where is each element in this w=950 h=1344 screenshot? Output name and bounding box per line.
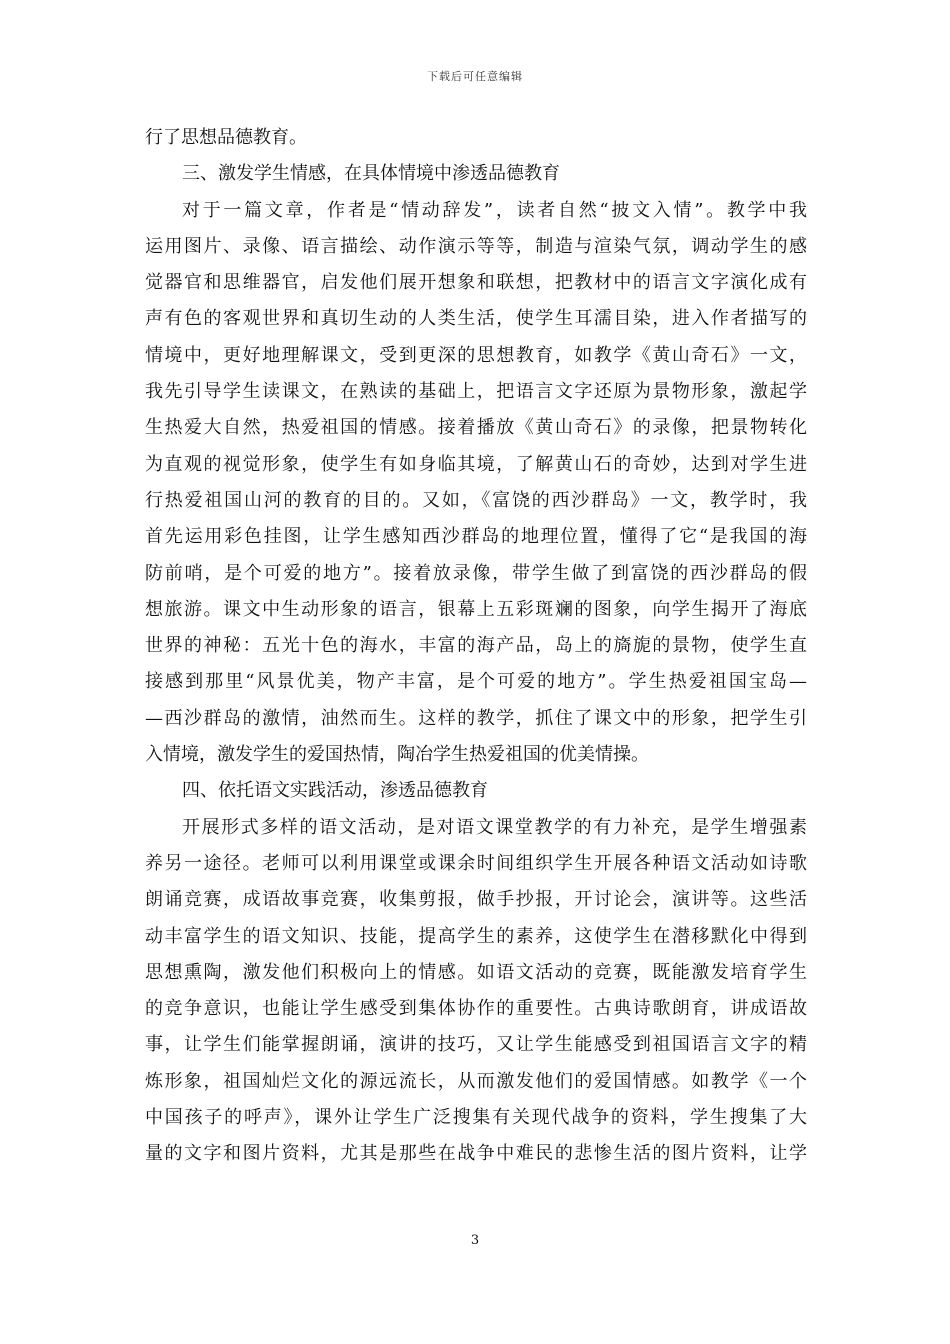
- text-line: 声有色的客观世界和真切生动的人类生活，使学生耳濡目染，进入作者描写的: [145, 308, 807, 330]
- text-line: 防前哨，是个可爱的地方”。接着放录像，带学生做了到富饶的西沙群岛的假: [145, 562, 807, 584]
- text-line: 朗诵竞赛，成语故事竞赛，收集剪报，做手抄报，开讨论会，演讲等。这些活: [145, 889, 807, 911]
- text-line: 事，让学生们能掌握朗诵，演讲的技巧，又让学生能感受到祖国语言文字的精: [145, 1034, 807, 1056]
- page-number: 3: [470, 1233, 480, 1248]
- section-heading: 四、依托语文实践活动，渗透品德教育: [182, 780, 488, 802]
- text-line: 的竞争意识，也能让学生感受到集体协作的重要性。古典诗歌朗育，讲成语故: [145, 998, 807, 1020]
- text-line: 为直观的视觉形象，使学生有如身临其境，了解黄山石的奇妙，达到对学生进: [145, 453, 807, 475]
- page-header: 下载后可任意编辑: [427, 70, 523, 83]
- text-line: 情境中，更好地理解课文，受到更深的思想教育，如教学《黄山奇石》一文，: [145, 344, 807, 366]
- text-line: 开展形式多样的语文活动，是对语文课堂教学的有力补充，是学生增强素: [182, 816, 807, 838]
- text-line: 炼形象，祖国灿烂文化的源远流长，从而激发他们的爱国情感。如教学《一个: [145, 1070, 807, 1092]
- text-line: 运用图片、录像、语言描绘、动作演示等等，制造与渲染气氛，调动学生的感: [145, 235, 807, 257]
- text-line: 世界的神秘：五光十色的海水，丰富的海产品，岛上的旖旎的景物，使学生直: [145, 635, 807, 657]
- section-heading: 三、激发学生情感，在具体情境中渗透品德教育: [182, 163, 560, 185]
- text-line: —西沙群岛的激情，油然而生。这样的教学，抓住了课文中的形象，把学生引: [145, 707, 807, 729]
- text-line: 接感到那里“风景优美，物产丰富，是个可爱的地方”。学生热爱祖国宝岛—: [145, 671, 807, 693]
- text-line: 对于一篇文章，作者是“情动辞发”，读者自然“披文入情”。教学中我: [182, 199, 807, 221]
- text-line: 动丰富学生的语文知识、技能，提高学生的素养，这使学生在潜移默化中得到: [145, 925, 807, 947]
- document-body: [145, 120, 807, 1173]
- text-line: 思想熏陶，激发他们积极向上的情感。如语文活动的竞赛，既能激发培育学生: [145, 961, 807, 983]
- text-line: 行热爱祖国山河的教育的目的。又如，《富饶的西沙群岛》一文，教学时，我: [145, 489, 807, 511]
- text-line: 行了思想品德教育。: [145, 127, 307, 148]
- text-line: 生热爱大自然，热爱祖国的情感。接着播放《黄山奇石》的录像，把景物转化: [145, 417, 807, 439]
- text-line: 入情境，激发学生的爱国热情，陶冶学生热爱祖国的优美情操。: [145, 744, 649, 766]
- text-line: 量的文字和图片资料，尤其是那些在战争中难民的悲惨生活的图片资料，让学: [145, 1143, 807, 1165]
- text-line: 养另一途径。老师可以利用课堂或课余时间组织学生开展各种语文活动如诗歌: [145, 852, 807, 874]
- text-line: 首先运用彩色挂图，让学生感知西沙群岛的地理位置，懂得了它“是我国的海: [145, 526, 807, 548]
- text-line: 想旅游。课文中生动形象的语言，银幕上五彩斑斓的图象，向学生揭开了海底: [145, 598, 807, 620]
- text-line: 中国孩子的呼声》，课外让学生广泛搜集有关现代战争的资料，学生搜集了大: [145, 1107, 807, 1129]
- text-line: 觉器官和思维器官，启发他们展开想象和联想，把教材中的语言文字演化成有: [145, 272, 807, 294]
- text-line: 我先引导学生读课文，在熟读的基础上，把语言文字还原为景物形象，激起学: [145, 381, 807, 403]
